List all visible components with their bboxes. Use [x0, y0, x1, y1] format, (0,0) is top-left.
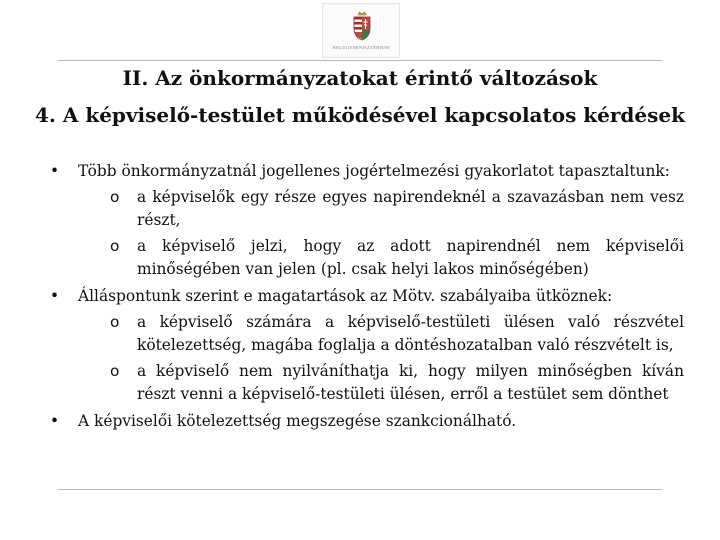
bullet-text: Több önkormányzatnál jogellenes jogértelmezési gyakorlatot tapasztaltunk:	[78, 162, 670, 180]
hungarian-coat-of-arms-icon	[350, 10, 374, 42]
logo-caption: BELÜGYMINISZTÉRIUM	[332, 45, 390, 50]
bottom-divider	[58, 489, 662, 490]
bullet-marker: •	[50, 412, 60, 430]
sub-bullet-text: a képviselő jelzi, hogy az adott napirendnél nem képviselői minőségében van jelen (pl. csak helyi lakos minőségében)	[137, 237, 684, 278]
page-title: II. Az önkormányzatokat érintő változások	[122, 66, 598, 90]
bullet-item	[44, 160, 684, 183]
sub-bullet-text: a képviselők egy része egyes napirendeknél a szavazásban nem vesz részt,	[137, 188, 684, 229]
bullet-list	[44, 160, 684, 433]
page-subtitle: 4. A képviselő-testület működésével kapcsolatos kérdések	[35, 103, 685, 127]
sub-bullet-item	[44, 186, 684, 232]
sub-bullet-item	[44, 311, 684, 357]
sub-bullet-text: a képviselő számára a képviselő-testületi ülésen való részvétel kötelezettség, magába foglalja a döntéshozatalban való részvételt is,	[137, 313, 684, 354]
sub-bullet-item	[44, 360, 684, 406]
sub-bullet-marker: o	[110, 362, 120, 380]
bullet-item	[44, 410, 684, 433]
sub-bullet-marker: o	[110, 237, 120, 255]
sub-bullet-marker: o	[110, 188, 120, 206]
bullet-text: Álláspontunk szerint e magatartások az Mötv. szabályaiba ütköznek:	[78, 287, 613, 305]
top-divider	[58, 60, 662, 61]
bullet-marker: •	[50, 162, 60, 180]
bullet-item	[44, 285, 684, 308]
bullet-text: A képviselői kötelezettség megszegése szankcionálható.	[78, 412, 517, 430]
sub-bullet-item	[44, 235, 684, 281]
sub-bullet-marker: o	[110, 313, 120, 331]
bullet-marker: •	[50, 287, 60, 305]
sub-bullet-text: a képviselő nem nyilváníthatja ki, hogy milyen minőségben kíván részt venni a képviselő-testületi ülésen, erről a testület sem dönthet	[137, 362, 684, 403]
ministry-logo	[322, 3, 400, 58]
